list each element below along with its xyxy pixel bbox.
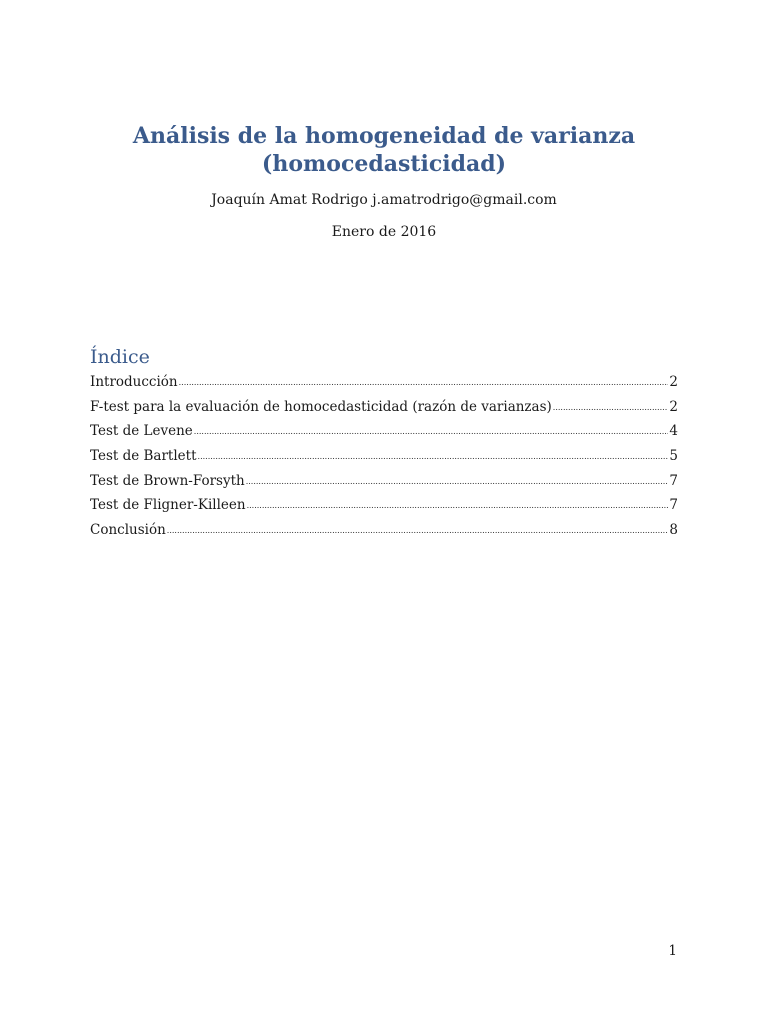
toc-entry-label: Test de Fligner-Killeen [90, 497, 246, 514]
toc-entry-label: Introducción [90, 374, 178, 390]
toc-entry-levene[interactable] [90, 421, 678, 446]
toc-heading: Índice [90, 346, 150, 368]
toc-entry-f-test[interactable] [90, 397, 678, 422]
toc-entry-page: 2 [669, 398, 678, 415]
document-title [0, 122, 768, 178]
toc-entry-page: 5 [669, 447, 678, 464]
toc-entry-label: Test de Brown-Forsyth [90, 472, 245, 489]
toc-entry-page: 4 [669, 423, 678, 440]
toc-entry-fligner-killeen[interactable] [90, 495, 678, 520]
toc-entry-label: Test de Bartlett [90, 447, 197, 464]
toc-entry-conclusion[interactable] [90, 520, 678, 545]
toc-entry-label: F-test para la evaluación de homocedasticidad (razón de varianzas) [90, 398, 552, 415]
toc-dot-leader [198, 445, 669, 467]
toc-entry-introduccion[interactable] [90, 372, 678, 397]
toc-entry-brown-forsyth[interactable] [90, 471, 678, 496]
toc-entry-label: Test de Levene [90, 423, 193, 440]
toc-entry-page: 2 [669, 374, 678, 390]
toc-entry-bartlett[interactable] [90, 446, 678, 471]
toc-dot-leader [179, 371, 669, 393]
toc-entry-page: 8 [669, 521, 678, 538]
toc-dot-leader [194, 420, 669, 442]
toc-dot-leader [167, 519, 669, 541]
toc-entry-page: 7 [669, 497, 678, 514]
page-number: 1 [668, 943, 677, 959]
toc-dot-leader [246, 470, 669, 492]
document-title-line-2: (homocedasticidad) [261, 151, 507, 177]
toc-dot-leader [247, 494, 669, 516]
table-of-contents [90, 372, 678, 545]
author-line: Joaquín Amat Rodrigo j.amatrodrigo@gmail.com [211, 192, 557, 208]
toc-entry-page: 7 [669, 472, 678, 489]
toc-dot-leader [553, 396, 669, 418]
document-date: Enero de 2016 [331, 224, 437, 240]
document-title-line-1: Análisis de la homogeneidad de varianza [132, 123, 636, 149]
toc-entry-label: Conclusión [90, 521, 166, 538]
